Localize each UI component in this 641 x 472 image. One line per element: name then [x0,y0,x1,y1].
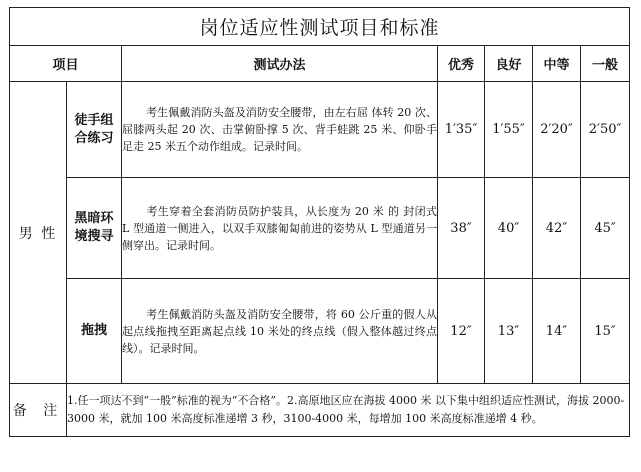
table-row [10,82,630,178]
good-value: 40″ [485,178,533,279]
item-name-line: 徒手组 [74,112,114,128]
medium-value: 2′20″ [533,82,581,178]
method-text: 考生穿着全套消防员防护装具，从长度为 20 米 的 封闭式 L 型通道一侧进入，以双手双膝匍匐前进的姿势从 L 型通道另一侧穿出。记录时间。 [122,204,437,252]
category-cell: 男 性 [10,82,67,384]
header-general: 一般 [581,46,630,82]
note-text: 1.任一项达不到“一般”标准的视为“不合格”。2.高原地区应在海拔 4000 米 以下集中组织适应性测试，海拔 2000-3000 米，就加 100 米高度标准递增 3 秒，3100-4000 米，每增加 100 米高度标准递增 4 秒。 [67,384,630,437]
header-medium: 中等 [533,46,581,82]
table-title: 岗位适应性测试项目和标准 [10,8,630,46]
item-name-line: 境搜寻 [74,229,114,244]
excellent-value: 12″ [438,279,485,384]
excellent-value: 38″ [438,178,485,279]
item-name-line: 拖拽 [80,323,107,338]
medium-value: 42″ [533,178,581,279]
header-row [10,46,630,82]
header-good: 良好 [485,46,533,82]
method-text: 考生佩戴消防头盔及消防安全腰带，由左右屈 体转 20 次、屈膝两头起 20 次、击掌俯卧撑 5 次、背手蛙跳 25 米、仰卧手足走 25 米五个动作组成。记录时间。 [122,106,437,153]
method-text: 考生佩戴消防头盔及消防安全腰带，将 60 公斤重的假人从起点线拖拽至距离起点线 10 米处的终点线（假入整体越过终点线）。记录时间。 [122,307,437,355]
item-name [67,279,122,384]
medium-value: 14″ [533,279,581,384]
standards-table [9,7,630,437]
header-item: 项目 [10,46,122,82]
method-cell [122,279,438,384]
method-cell [122,178,438,279]
note-label: 备 注 [10,384,67,437]
table-row [10,279,630,384]
header-method: 测试办法 [122,46,438,82]
item-name [67,82,122,178]
general-value: 2′50″ [581,82,630,178]
item-name-line: 合练习 [74,130,114,146]
excellent-value: 1′35″ [438,82,485,178]
table-row [10,178,630,279]
method-cell [122,82,438,178]
good-value: 1′55″ [485,82,533,178]
general-value: 45″ [581,178,630,279]
good-value: 13″ [485,279,533,384]
item-name [67,178,122,279]
item-name-line: 黑暗环 [74,211,114,226]
general-value: 15″ [581,279,630,384]
note-row [10,384,630,437]
header-excellent: 优秀 [438,46,485,82]
